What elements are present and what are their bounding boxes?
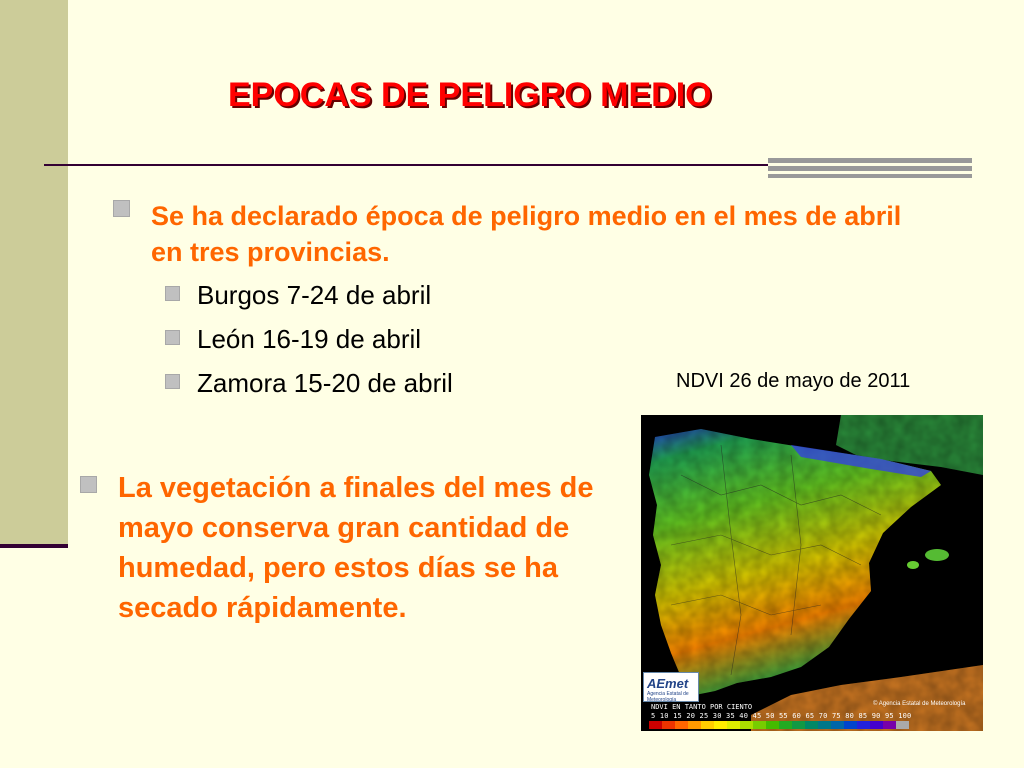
- square-bullet-icon: [165, 286, 180, 301]
- balearic-islands: [925, 549, 949, 561]
- legend-swatch: [688, 721, 701, 729]
- legend-swatch: [701, 721, 714, 729]
- legend-swatch: [805, 721, 818, 729]
- legend-swatch: [766, 721, 779, 729]
- left-accent-band: [0, 0, 68, 546]
- legend-swatch: [792, 721, 805, 729]
- sub-bullet-text: Zamora 15-20 de abril: [197, 368, 453, 398]
- sub-bullet-text: León 16-19 de abril: [197, 324, 422, 354]
- bullet-text: Se ha declarado época de peligro medio en el mes de abril en tres provincias.: [151, 201, 902, 267]
- legend-swatch: [896, 721, 909, 729]
- square-bullet-icon: [165, 330, 180, 345]
- legend-swatch: [831, 721, 844, 729]
- legend-swatch: [844, 721, 857, 729]
- legend-swatch: [779, 721, 792, 729]
- legend-title: NDVI EN TANTO POR CIENTO: [651, 703, 753, 711]
- slide-title: EPOCAS DE PELIGRO MEDIO: [228, 76, 712, 114]
- bullet-text: La vegetación a finales del mes de mayo conserva gran cantidad de humedad, pero estos días se ha secado rápidamente.: [118, 472, 594, 624]
- title-divider-bar: [768, 158, 972, 178]
- legend-swatch: [818, 721, 831, 729]
- map-caption: NDVI 26 de mayo de 2011: [676, 370, 911, 392]
- legend-swatch: [649, 721, 662, 729]
- square-bullet-icon: [80, 476, 97, 493]
- legend-values: 5 10 15 20 25 30 35 40 45 50 55 60 65 70 75 80 85 90 95 100: [651, 712, 912, 720]
- legend-swatch: [662, 721, 675, 729]
- legend-swatch: [883, 721, 896, 729]
- legend-color-scale: [649, 721, 909, 729]
- legend-swatch: [870, 721, 883, 729]
- sub-bullet-text: Burgos 7-24 de abril: [197, 280, 432, 310]
- aemet-logo: AEmet Agencia Estatal de Meteorología: [643, 672, 699, 702]
- legend-swatch: [675, 721, 688, 729]
- legend-swatch: [740, 721, 753, 729]
- legend-swatch: [714, 721, 727, 729]
- left-accent-line: [0, 544, 68, 548]
- legend-swatch: [727, 721, 740, 729]
- legend-swatch: [857, 721, 870, 729]
- ndvi-map-image: [641, 415, 983, 731]
- map-credit: © Agencia Estatal de Meteorología: [873, 701, 966, 707]
- square-bullet-icon: [113, 200, 130, 217]
- title-divider: [44, 164, 774, 166]
- square-bullet-icon: [165, 374, 180, 389]
- legend-swatch: [753, 721, 766, 729]
